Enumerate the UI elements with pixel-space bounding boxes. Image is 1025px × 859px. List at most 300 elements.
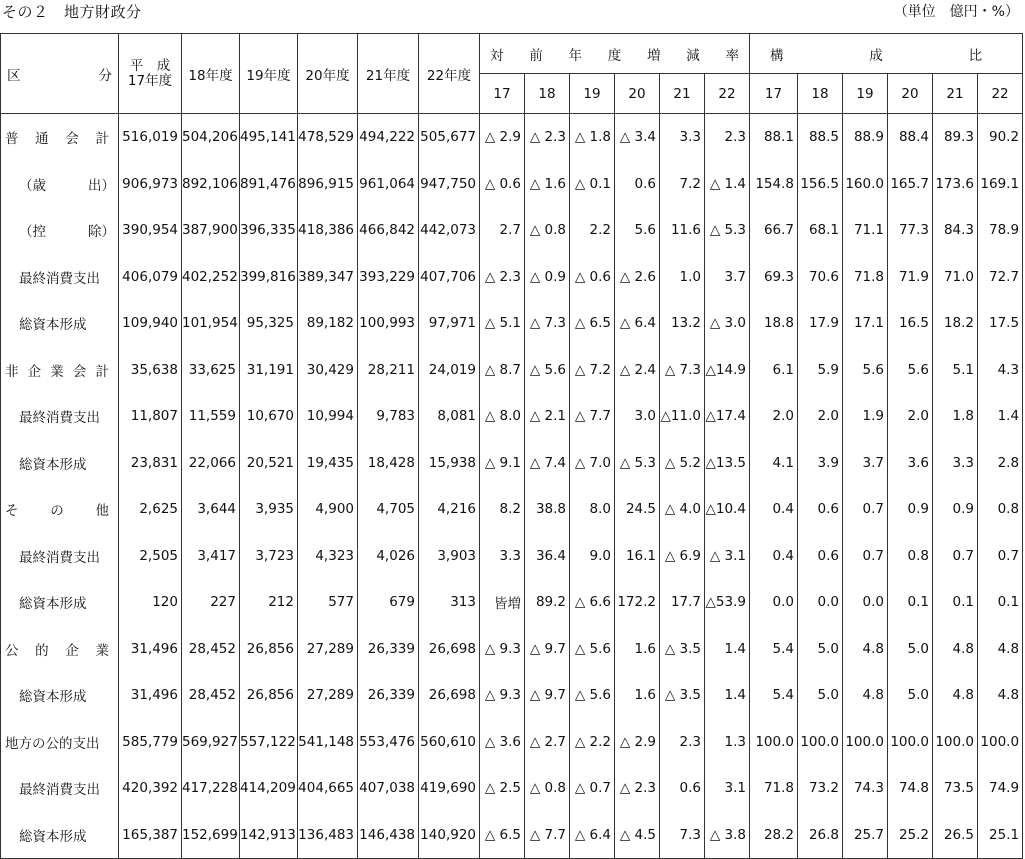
share-cell: 0.8 — [978, 486, 1023, 533]
share-cell: 18.8 — [750, 300, 798, 347]
share-cell: 25.1 — [978, 812, 1023, 859]
growth-rate-cell: △ 2.3 — [480, 254, 525, 301]
amount-cell: 23,831 — [119, 440, 182, 487]
share-cell: 88.5 — [798, 114, 843, 161]
amount-cell: 11,807 — [119, 393, 182, 440]
share-cell: 5.9 — [798, 347, 843, 394]
header-year: 20年度 — [298, 34, 358, 114]
share-cell: 28.2 — [750, 812, 798, 859]
unit-note: （単位 億円・%） — [893, 4, 1019, 20]
share-cell: 73.2 — [798, 765, 843, 812]
amount-cell: 4,026 — [358, 533, 419, 580]
row-label-text: 最終消費支出 — [19, 549, 100, 566]
amount-cell: 541,148 — [298, 719, 358, 766]
header-heisei-top: 平 成 — [129, 57, 171, 74]
share-cell: 5.0 — [888, 626, 933, 673]
amount-cell: 504,206 — [182, 114, 240, 161]
header-growth-char: 前 — [529, 47, 543, 64]
share-cell: 4.8 — [933, 672, 978, 719]
amount-cell: 3,644 — [182, 486, 240, 533]
growth-rate-cell: 8.0 — [570, 486, 615, 533]
amount-cell: 406,079 — [119, 254, 182, 301]
table-row — [1, 533, 1023, 580]
amount-cell: 8,081 — [419, 393, 480, 440]
header-year: 19年度 — [240, 34, 298, 114]
growth-rate-cell: 24.5 — [615, 486, 660, 533]
growth-rate-cell: △ 0.6 — [480, 161, 525, 208]
growth-rate-cell: △ 0.6 — [570, 254, 615, 301]
amount-cell: 26,856 — [240, 626, 298, 673]
table-row — [1, 719, 1023, 766]
amount-cell: 906,973 — [119, 161, 182, 208]
share-cell: 0.9 — [933, 486, 978, 533]
growth-rate-cell: 2.7 — [480, 207, 525, 254]
row-label-part: （控 — [19, 224, 46, 241]
row-label-char: 他 — [95, 503, 109, 520]
amount-cell: 390,954 — [119, 207, 182, 254]
amount-cell: 31,496 — [119, 626, 182, 673]
share-cell: 0.0 — [843, 579, 888, 626]
row-label — [1, 347, 119, 394]
growth-rate-cell: △13.5 — [705, 440, 750, 487]
header-year: 21年度 — [358, 34, 419, 114]
amount-cell: 389,347 — [298, 254, 358, 301]
share-cell: 0.0 — [798, 579, 843, 626]
share-cell: 1.4 — [978, 393, 1023, 440]
amount-cell: 20,521 — [240, 440, 298, 487]
header-share-year: 19 — [843, 74, 888, 114]
share-cell: 2.8 — [978, 440, 1023, 487]
growth-rate-cell: △ 9.3 — [480, 626, 525, 673]
share-cell: 156.5 — [798, 161, 843, 208]
growth-rate-cell: △ 9.3 — [480, 672, 525, 719]
header-share-year: 18 — [798, 74, 843, 114]
amount-cell: 10,670 — [240, 393, 298, 440]
share-cell: 0.1 — [978, 579, 1023, 626]
amount-cell: 560,610 — [419, 719, 480, 766]
share-cell: 71.0 — [933, 254, 978, 301]
growth-rate-cell: △10.4 — [705, 486, 750, 533]
row-label-text: 総資本形成 — [19, 596, 87, 613]
growth-rate-cell: 11.6 — [660, 207, 705, 254]
amount-cell: 419,690 — [419, 765, 480, 812]
row-label-char: 会 — [65, 131, 79, 148]
growth-rate-cell: △ 6.9 — [660, 533, 705, 580]
growth-rate-cell: 1.0 — [660, 254, 705, 301]
table-row — [1, 440, 1023, 487]
amount-cell: 95,325 — [240, 300, 298, 347]
amount-cell: 4,216 — [419, 486, 480, 533]
amount-cell: 26,339 — [358, 672, 419, 719]
row-label-text: 総資本形成 — [19, 317, 87, 334]
row-label — [1, 719, 119, 766]
amount-cell: 585,779 — [119, 719, 182, 766]
share-cell: 165.7 — [888, 161, 933, 208]
share-cell: 154.8 — [750, 161, 798, 208]
amount-cell: 313 — [419, 579, 480, 626]
header-growth-year: 20 — [615, 74, 660, 114]
share-cell: 74.9 — [978, 765, 1023, 812]
amount-cell: 3,935 — [240, 486, 298, 533]
amount-cell: 97,971 — [419, 300, 480, 347]
row-label-char: そ — [5, 503, 19, 520]
row-label-text: 地方の公的支出 — [5, 735, 100, 752]
growth-rate-cell: △ 6.4 — [615, 300, 660, 347]
row-label-char: 非 — [5, 363, 19, 380]
growth-rate-cell: 3.0 — [615, 393, 660, 440]
growth-rate-cell: △ 7.7 — [525, 812, 570, 859]
header-kubun — [1, 34, 119, 114]
growth-rate-cell: 3.3 — [660, 114, 705, 161]
growth-rate-cell: △ 8.0 — [480, 393, 525, 440]
amount-cell: 35,638 — [119, 347, 182, 394]
growth-rate-cell: △ 7.4 — [525, 440, 570, 487]
table-row — [1, 672, 1023, 719]
share-cell: 0.1 — [888, 579, 933, 626]
growth-rate-cell: 2.3 — [705, 114, 750, 161]
growth-rate-cell: △ 0.8 — [525, 765, 570, 812]
row-label-part: （歳 — [19, 177, 46, 194]
share-cell: 5.4 — [750, 626, 798, 673]
header-growth-char: 増 — [647, 47, 661, 64]
share-cell: 0.7 — [978, 533, 1023, 580]
share-cell: 25.7 — [843, 812, 888, 859]
growth-rate-cell: 0.6 — [660, 765, 705, 812]
growth-rate-cell: 1.6 — [615, 672, 660, 719]
header-share-char: 構 — [770, 47, 784, 64]
growth-rate-cell: △ 3.1 — [705, 533, 750, 580]
share-cell: 71.1 — [843, 207, 888, 254]
growth-rate-cell: △ 9.1 — [480, 440, 525, 487]
share-cell: 3.7 — [843, 440, 888, 487]
amount-cell: 15,938 — [419, 440, 480, 487]
table-row — [1, 486, 1023, 533]
row-label-text: 最終消費支出 — [19, 782, 100, 799]
growth-rate-cell: △ 6.6 — [570, 579, 615, 626]
growth-rate-cell: 16.1 — [615, 533, 660, 580]
amount-cell: 24,019 — [419, 347, 480, 394]
share-cell: 17.1 — [843, 300, 888, 347]
growth-rate-cell: 7.2 — [660, 161, 705, 208]
amount-cell: 399,816 — [240, 254, 298, 301]
amount-cell: 22,066 — [182, 440, 240, 487]
share-cell: 71.8 — [843, 254, 888, 301]
header-share-year: 22 — [978, 74, 1023, 114]
header-year: 18年度 — [182, 34, 240, 114]
share-cell: 5.0 — [798, 626, 843, 673]
growth-rate-cell: △ 5.3 — [615, 440, 660, 487]
header-heisei-bottom: 17年度 — [127, 72, 173, 89]
row-label-char: の — [50, 503, 64, 520]
row-label-part: 除） — [88, 224, 115, 241]
growth-rate-cell: △ 2.7 — [525, 719, 570, 766]
row-label-spread — [5, 499, 109, 519]
header-ku: 区 — [7, 67, 21, 84]
header-share-group — [750, 34, 1023, 74]
share-cell: 74.8 — [888, 765, 933, 812]
amount-cell: 146,438 — [358, 812, 419, 859]
growth-rate-cell: △ 5.6 — [570, 672, 615, 719]
amount-cell: 9,783 — [358, 393, 419, 440]
amount-cell: 28,211 — [358, 347, 419, 394]
table-row — [1, 114, 1023, 161]
amount-cell: 396,335 — [240, 207, 298, 254]
share-cell: 78.9 — [978, 207, 1023, 254]
growth-rate-cell: △ 6.5 — [570, 300, 615, 347]
share-cell: 4.8 — [933, 626, 978, 673]
row-label-text: 総資本形成 — [19, 828, 87, 845]
row-label-text: 総資本形成 — [19, 456, 87, 473]
amount-cell: 393,229 — [358, 254, 419, 301]
share-cell: 5.6 — [843, 347, 888, 394]
amount-cell: 516,019 — [119, 114, 182, 161]
growth-rate-cell: △ 1.8 — [570, 114, 615, 161]
row-label — [1, 393, 119, 440]
row-label-char: 的 — [35, 642, 49, 659]
amount-cell: 19,435 — [298, 440, 358, 487]
share-cell: 100.0 — [843, 719, 888, 766]
table-row — [1, 300, 1023, 347]
row-label-char: 普 — [5, 131, 19, 148]
amount-cell: 10,994 — [298, 393, 358, 440]
amount-cell: 387,900 — [182, 207, 240, 254]
amount-cell: 961,064 — [358, 161, 419, 208]
growth-rate-cell: 3.7 — [705, 254, 750, 301]
growth-rate-cell: △ 0.8 — [525, 207, 570, 254]
header-bun: 分 — [98, 67, 112, 84]
share-cell: 3.6 — [888, 440, 933, 487]
header-growth-year: 18 — [525, 74, 570, 114]
growth-rate-cell: 89.2 — [525, 579, 570, 626]
amount-cell: 553,476 — [358, 719, 419, 766]
row-label-spread — [5, 220, 115, 240]
table-title: その２ 地方財政分 — [2, 3, 142, 21]
share-cell: 0.7 — [843, 486, 888, 533]
row-label — [1, 765, 119, 812]
growth-rate-cell: △ 8.7 — [480, 347, 525, 394]
share-cell: 100.0 — [978, 719, 1023, 766]
header-growth-char: 年 — [568, 47, 582, 64]
amount-cell: 28,452 — [182, 626, 240, 673]
growth-rate-cell: 2.2 — [570, 207, 615, 254]
share-cell: 77.3 — [888, 207, 933, 254]
growth-rate-cell: △ 9.7 — [525, 672, 570, 719]
share-cell: 71.9 — [888, 254, 933, 301]
share-cell: 1.9 — [843, 393, 888, 440]
growth-rate-cell: △ 5.2 — [660, 440, 705, 487]
share-cell: 26.8 — [798, 812, 843, 859]
share-cell: 3.9 — [798, 440, 843, 487]
growth-rate-cell: 1.3 — [705, 719, 750, 766]
amount-cell: 165,387 — [119, 812, 182, 859]
amount-cell: 26,698 — [419, 672, 480, 719]
share-cell: 100.0 — [750, 719, 798, 766]
growth-rate-cell: △ 5.1 — [480, 300, 525, 347]
growth-rate-cell: △ 7.3 — [525, 300, 570, 347]
amount-cell: 947,750 — [419, 161, 480, 208]
share-cell: 17.9 — [798, 300, 843, 347]
amount-cell: 31,191 — [240, 347, 298, 394]
growth-rate-cell: △ 3.8 — [705, 812, 750, 859]
row-label-char: 計 — [95, 363, 109, 380]
amount-cell: 100,993 — [358, 300, 419, 347]
growth-rate-cell: △ 0.7 — [570, 765, 615, 812]
row-label-spread — [5, 360, 109, 380]
growth-rate-cell: △17.4 — [705, 393, 750, 440]
table-row — [1, 393, 1023, 440]
growth-rate-cell: △ 0.1 — [570, 161, 615, 208]
row-label-char: 計 — [95, 131, 109, 148]
share-cell: 100.0 — [798, 719, 843, 766]
amount-cell: 494,222 — [358, 114, 419, 161]
growth-rate-cell: 皆増 — [480, 579, 525, 626]
amount-cell: 89,182 — [298, 300, 358, 347]
share-cell: 73.5 — [933, 765, 978, 812]
amount-cell: 4,705 — [358, 486, 419, 533]
header-year: 22年度 — [419, 34, 480, 114]
amount-cell: 679 — [358, 579, 419, 626]
row-label — [1, 579, 119, 626]
amount-cell: 26,339 — [358, 626, 419, 673]
growth-rate-cell: △ 2.6 — [615, 254, 660, 301]
share-cell: 4.8 — [843, 672, 888, 719]
amount-cell: 142,913 — [240, 812, 298, 859]
amount-cell: 418,386 — [298, 207, 358, 254]
amount-cell: 4,323 — [298, 533, 358, 580]
table-row — [1, 207, 1023, 254]
row-label — [1, 114, 119, 161]
share-cell: 5.1 — [933, 347, 978, 394]
amount-cell: 152,699 — [182, 812, 240, 859]
share-cell: 90.2 — [978, 114, 1023, 161]
growth-rate-cell: 9.0 — [570, 533, 615, 580]
row-label — [1, 812, 119, 859]
amount-cell: 120 — [119, 579, 182, 626]
share-cell: 69.3 — [750, 254, 798, 301]
growth-rate-cell: △ 2.3 — [525, 114, 570, 161]
share-cell: 0.9 — [888, 486, 933, 533]
header-growth-year: 19 — [570, 74, 615, 114]
row-label-char: 公 — [5, 642, 19, 659]
amount-cell: 892,106 — [182, 161, 240, 208]
amount-cell: 26,698 — [419, 626, 480, 673]
row-label — [1, 672, 119, 719]
growth-rate-cell: △ 2.9 — [480, 114, 525, 161]
share-cell: 71.8 — [750, 765, 798, 812]
growth-rate-cell: △ 3.0 — [705, 300, 750, 347]
amount-cell: 557,122 — [240, 719, 298, 766]
growth-rate-cell: △ 3.4 — [615, 114, 660, 161]
growth-rate-cell: △ 3.5 — [660, 672, 705, 719]
row-label — [1, 626, 119, 673]
header-heisei17 — [119, 34, 182, 114]
amount-cell: 417,228 — [182, 765, 240, 812]
growth-rate-cell: △ 2.4 — [615, 347, 660, 394]
growth-rate-cell: 172.2 — [615, 579, 660, 626]
row-label — [1, 300, 119, 347]
growth-rate-cell: 7.3 — [660, 812, 705, 859]
growth-rate-cell: 3.1 — [705, 765, 750, 812]
share-cell: 17.5 — [978, 300, 1023, 347]
amount-cell: 136,483 — [298, 812, 358, 859]
growth-rate-cell: △ 3.5 — [660, 626, 705, 673]
share-cell: 173.6 — [933, 161, 978, 208]
row-label-char: 企 — [27, 363, 42, 380]
row-label-char: 会 — [72, 363, 87, 380]
share-cell: 84.3 — [933, 207, 978, 254]
growth-rate-cell: △53.9 — [705, 579, 750, 626]
row-label-char: 業 — [50, 363, 64, 380]
growth-rate-cell: △ 5.6 — [525, 347, 570, 394]
growth-rate-cell: △ 7.3 — [660, 347, 705, 394]
growth-rate-cell: △ 2.3 — [615, 765, 660, 812]
growth-rate-cell: △ 6.4 — [570, 812, 615, 859]
growth-rate-cell: 1.6 — [615, 626, 660, 673]
amount-cell: 27,289 — [298, 626, 358, 673]
amount-cell: 495,141 — [240, 114, 298, 161]
share-cell: 6.1 — [750, 347, 798, 394]
growth-rate-cell: △ 4.5 — [615, 812, 660, 859]
growth-rate-cell: △ 3.6 — [480, 719, 525, 766]
row-label-spread — [5, 127, 109, 147]
header-share-year: 17 — [750, 74, 798, 114]
share-cell: 0.4 — [750, 486, 798, 533]
share-cell: 0.6 — [798, 533, 843, 580]
table-row — [1, 254, 1023, 301]
share-cell: 0.7 — [933, 533, 978, 580]
amount-cell: 404,665 — [298, 765, 358, 812]
growth-rate-cell: △ 4.0 — [660, 486, 705, 533]
amount-cell: 26,856 — [240, 672, 298, 719]
amount-cell: 569,927 — [182, 719, 240, 766]
amount-cell: 30,429 — [298, 347, 358, 394]
amount-cell: 3,723 — [240, 533, 298, 580]
share-cell: 70.6 — [798, 254, 843, 301]
row-label-spread — [5, 174, 115, 194]
share-cell: 2.0 — [888, 393, 933, 440]
row-label — [1, 161, 119, 208]
growth-rate-cell: △ 5.3 — [705, 207, 750, 254]
growth-rate-cell: 17.7 — [660, 579, 705, 626]
row-label-char: 通 — [35, 131, 49, 148]
growth-rate-cell: △ 5.6 — [570, 626, 615, 673]
share-cell: 88.9 — [843, 114, 888, 161]
header-growth-char: 減 — [686, 47, 700, 64]
growth-rate-cell: 0.6 — [615, 161, 660, 208]
growth-rate-cell: 13.2 — [660, 300, 705, 347]
header-growth-char: 度 — [607, 47, 622, 64]
fiscal-table — [0, 33, 1023, 859]
share-cell: 89.3 — [933, 114, 978, 161]
share-cell: 0.8 — [888, 533, 933, 580]
share-cell: 18.2 — [933, 300, 978, 347]
growth-rate-cell: △ 2.9 — [615, 719, 660, 766]
row-label-char: 業 — [95, 642, 109, 659]
growth-rate-cell: 1.4 — [705, 672, 750, 719]
share-cell: 3.3 — [933, 440, 978, 487]
share-cell: 169.1 — [978, 161, 1023, 208]
growth-rate-cell: 5.6 — [615, 207, 660, 254]
share-cell: 74.3 — [843, 765, 888, 812]
growth-rate-cell: △ 6.5 — [480, 812, 525, 859]
share-cell: 66.7 — [750, 207, 798, 254]
growth-rate-cell: △11.0 — [660, 393, 705, 440]
amount-cell: 896,915 — [298, 161, 358, 208]
share-cell: 4.8 — [978, 672, 1023, 719]
row-label — [1, 486, 119, 533]
amount-cell: 478,529 — [298, 114, 358, 161]
share-cell: 1.8 — [933, 393, 978, 440]
